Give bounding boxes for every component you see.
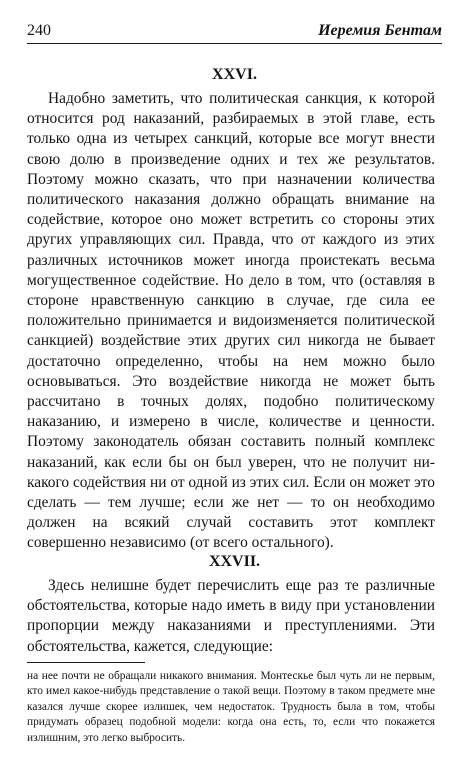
paragraph-xxvii: Здесь нелишне будет перечислить еще раз те различные обстоятельства, которые надо иметь в виду при установлении пропорции между наказаниями и преступлениями. Эти обстоятельства, кажется, следующие: bbox=[27, 577, 435, 655]
page-number: 240 bbox=[27, 22, 51, 39]
section-heading-xxvii: XXVII. bbox=[208, 553, 261, 570]
running-head: Иеремия Бентам bbox=[318, 22, 442, 39]
paragraph-xxvi: Надобно заметить, что политическая санкция, к которой относится род наказаний, разбираемых в этой главе, есть только одна из четырех санкций, которые все могут внести свою долю в произведение одних и тех же результатов. Поэтому можно сказать, что при назначении количества политического наказания должно обращать внимание на содействие, которое оно может встретить со стороны этих других управляющих сил. Правда, что от каждого из этих различных источников может иногда проистекать весьма могущественное содействие. Но дело в том, что (оставляя в стороне нравственную санкцию в случае, где сила ее положительно принимается и видоизменяется политической санкцией) воздействие этих других сил никогда не бывает достаточно определенно, чтобы на нем можно было основываться. Это воздействие никогда не может быть рассчитано в точных долях, подобно политическому наказанию, и измерено в числе, количестве и ценности. Поэтому законодатель обязан составить полный комплекс наказаний, как если бы он был уверен, что не получит никакого содействия ни от одной из этих сил. Если он может это сделать — тем лучше; если же нет — то он необходимо должен на всякий случай составить этот комплект совершенно независимо (от всего остального). bbox=[27, 90, 435, 552]
footnote-divider bbox=[27, 662, 145, 663]
section-heading-xxvi: XXVI. bbox=[212, 66, 257, 83]
page-header bbox=[27, 21, 442, 44]
footnote: на нее почти не обращали никакого внимания. Монтескье был чуть ли не первым, кто имел какое-нибудь представление о такой вещи. Поэтому в таком предмете мне казался лучше скорее излишек, чем недостаток. Трудность была в том, чтобы придумать образец подобной модели: когда она есть, то, если что покажется излишним, это легко выбросить. bbox=[27, 670, 435, 744]
